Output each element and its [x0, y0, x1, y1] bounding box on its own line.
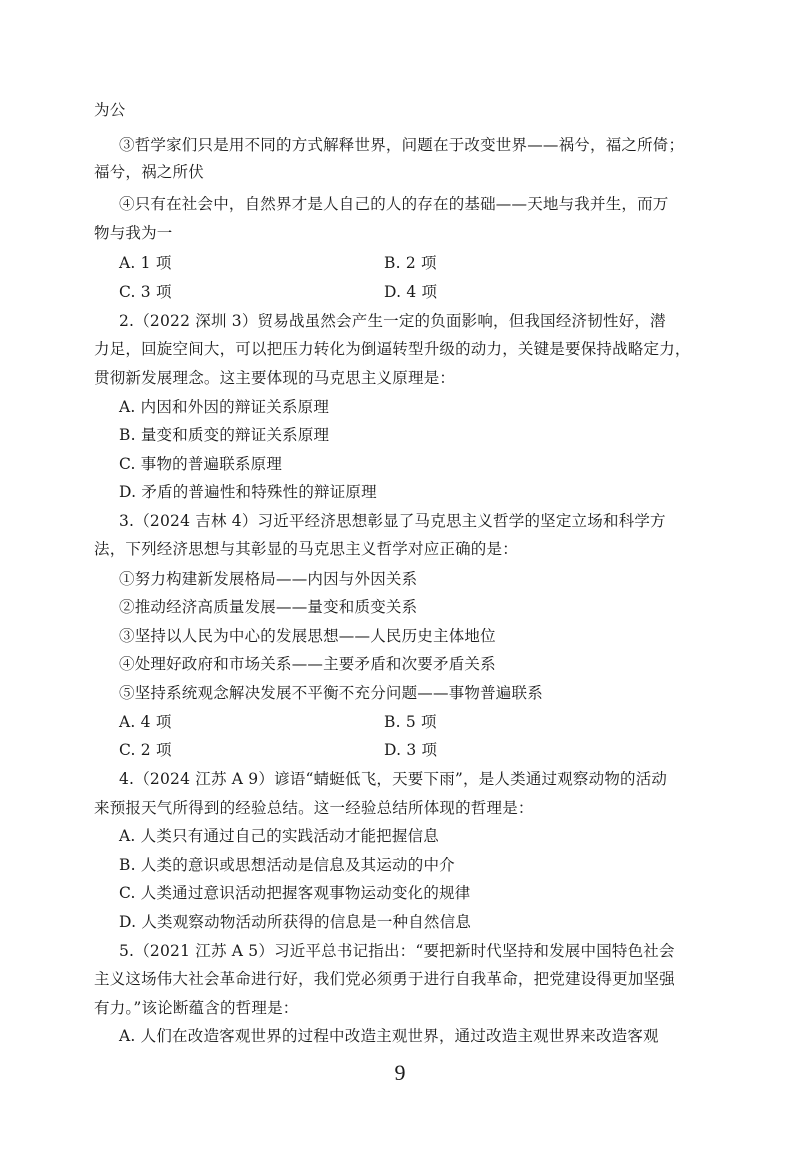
option-d: D. 3 项: [384, 741, 438, 759]
option-a: A. 人类只有通过自己的实践活动才能把握信息: [119, 827, 439, 845]
text-line: 力足，回旋空间大，可以把压力转化为倒逼转型升级的动力，关键是要保持战略定力，: [94, 340, 691, 358]
statement-3: ③坚持以人民为中心的发展思想——人民历史主体地位: [119, 627, 496, 645]
text-line: ④只有在社会中，自然界才是人自己的人的存在的基础——天地与我并生，而万: [119, 195, 669, 213]
question-3-text: 3.（2024 吉林 4）习近平经济思想彰显了马克思主义哲学的坚定立场和科学方: [119, 512, 666, 530]
text-line: 福兮，祸之所伏: [94, 163, 204, 181]
text-line: 法，下列经济思想与其彰显的马克思主义哲学对应正确的是：: [94, 540, 518, 558]
option-c: C. 3 项: [119, 283, 172, 301]
text-line: 物与我为一: [94, 224, 173, 242]
option-c: C. 2 项: [119, 741, 172, 759]
option-b: B. 5 项: [384, 713, 437, 731]
option-a: A. 1 项: [119, 254, 172, 272]
statement-4: ④处理好政府和市场关系——主要矛盾和次要矛盾关系: [119, 655, 496, 673]
text-line: 贯彻新发展理念。这主要体现的马克思主义原理是：: [94, 369, 456, 387]
text-line: 来预报天气所得到的经验总结。这一经验总结所体现的哲理是：: [94, 799, 534, 817]
question-2-text: 2.（2022 深圳 3）贸易战虽然会产生一定的负面影响，但我国经济韧性好，潜: [119, 312, 666, 330]
option-d: D. 矛盾的普遍性和特殊性的辩证原理: [119, 483, 377, 501]
text-line: ③哲学家们只是用不同的方式解释世界，问题在于改变世界——祸兮，福之所倚；: [119, 136, 685, 154]
option-c: C. 事物的普遍联系原理: [119, 455, 283, 473]
statement-2: ②推动经济高质量发展——量变和质变关系: [119, 598, 418, 616]
option-b: B. 量变和质变的辩证关系原理: [119, 426, 330, 444]
question-5-text: 5.（2021 江苏 A 5）习近平总书记指出：“要把新时代坚持和发展中国特色社会: [119, 942, 675, 960]
option-a: A. 内因和外因的辩证关系原理: [119, 398, 330, 416]
text-line: 主义这场伟大社会革命进行好，我们党必须勇于进行自我革命，把党建设得更加坚强: [94, 970, 675, 988]
option-d: D. 4 项: [384, 283, 438, 301]
option-c: C. 人类通过意识活动把握客观事物运动变化的规律: [119, 884, 471, 902]
statement-1: ①努力构建新发展格局——内因与外因关系: [119, 570, 418, 588]
option-b: B. 人类的意识或思想活动是信息及其运动的中介: [119, 856, 455, 874]
option-d: D. 人类观察动物活动所获得的信息是一种自然信息: [119, 913, 472, 931]
text-line: 有力。”该论断蕴含的哲理是：: [94, 999, 299, 1017]
statement-5: ⑤坚持系统观念解决发展不平衡不充分问题——事物普遍联系: [119, 684, 543, 702]
option-a: A. 4 项: [119, 713, 172, 731]
option-b: B. 2 项: [384, 254, 437, 272]
page-number: 9: [394, 1060, 406, 1085]
option-a: A. 人们在改造客观世界的过程中改造主观世界，通过改造主观世界来改造客观: [119, 1027, 659, 1045]
text-line: 为公: [94, 101, 126, 119]
question-4-text: 4.（2024 江苏 A 9）谚语“蜻蜓低飞，天要下雨”，是人类通过观察动物的活动: [119, 770, 668, 788]
